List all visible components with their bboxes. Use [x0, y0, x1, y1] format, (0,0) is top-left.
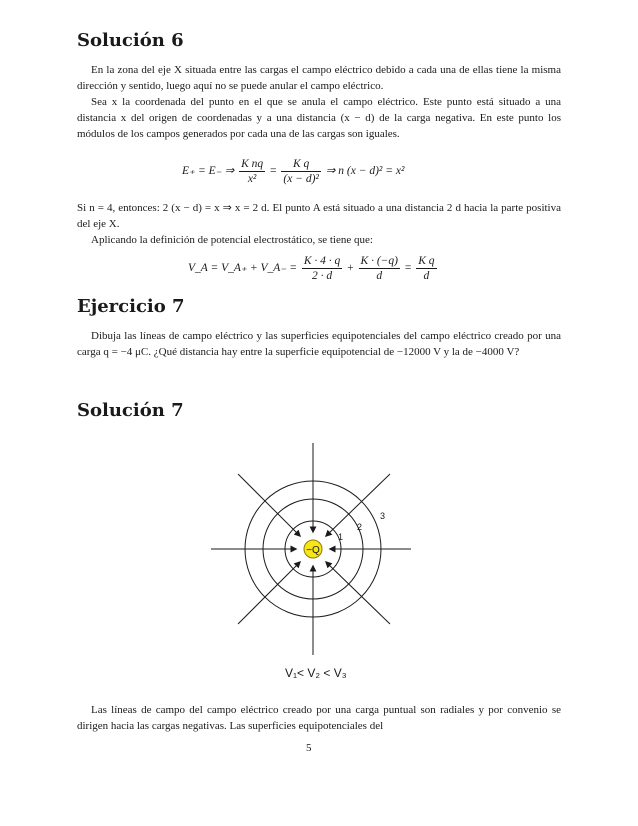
solution-7-heading: Solución 7: [77, 400, 184, 421]
equation-potential: V_A = V_A₊ + V_A₋ = $\frac{K \cdot 4 \cdot q}{2 \cdot d}$ + $\frac{K \cdot (-q)}{d}$ = $\frac{\text{K q}}{d}$: [188, 255, 435, 282]
solution-6-heading: Solución 6: [77, 30, 184, 51]
solution-6-paragraph-4: Aplicando la definición de potencial electrostático, se tiene que:: [91, 234, 373, 246]
exercise-7-statement: Dibuja las líneas de campo eléctrico y las superficies equipotenciales del campo eléctrico creado por una carga q = −4 μC. ¿Qué distancia hay entre la superficie equipotencial de −12000 V y la de −4000 V?: [77, 330, 561, 358]
ring-label-1: 1: [338, 532, 344, 542]
solution-6-paragraph-1: En la zona del eje X situada entre las cargas el campo eléctrico debido a cada una de ellas tiene la misma dirección y sentido, luego aquí no se puede anular el campo eléctrico.: [77, 64, 561, 92]
field-line-southwest: [238, 562, 300, 624]
solution-7-paragraph: Las líneas de campo del campo eléctrico creado por una carga puntual son radiales y por convenio se dirigen hacia las cargas negativas. Las superficies equipotenciales del: [77, 704, 561, 732]
charge-label: −Q: [306, 545, 320, 556]
ring-label-2: 2: [357, 522, 363, 532]
ring-label-3: 3: [380, 511, 386, 521]
exercise-7-heading: Ejercicio 7: [77, 296, 185, 317]
equation-field-equality: E₊ = E₋ ⇒ $\frac{\text{K nq}}{\text{x²}}$ = $\frac{\text{K q}}{\text{(x − d)²}}$ ⇒ n (x − d)² = x²: [182, 158, 405, 185]
solution-6-paragraph-2: Sea x la coordenada del punto en el que se anula el campo eléctrico. Este punto está situado a una distancia x del origen de coordenadas y a una distancia (x − d) de la carga negativa. En este punto los módulos de los campos generados por cada una de las cargas son iguales.: [77, 96, 561, 140]
page-number: 5: [306, 742, 312, 754]
solution-6-paragraph-3: Si n = 4, entonces: 2 (x − d) = x ⇒ x = 2 d. El punto A está situado a una distancia 2 d hacia la parte positiva del eje X.: [77, 202, 561, 230]
field-line-northwest: [238, 474, 300, 536]
potential-order-caption: V₁< V₂ < V₃: [285, 666, 347, 680]
